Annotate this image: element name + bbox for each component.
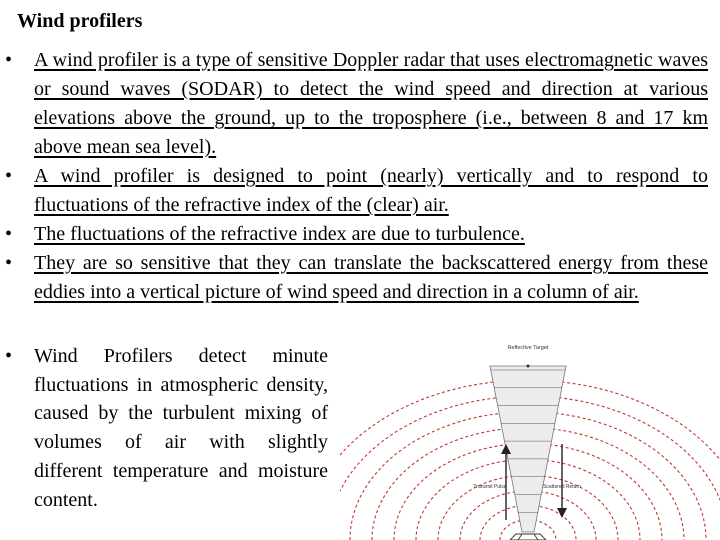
bottom-bullet-text: Wind Profilers detect minute fluctuations in atmospheric density, caused by the turbulent mixing of volumes of air with slightly different temperature and moisture content. <box>34 345 328 511</box>
bullet-icon: • <box>5 345 13 367</box>
bullet-item <box>0 220 708 249</box>
slide-title: Wind profilers <box>17 10 143 32</box>
bullet-item <box>0 249 708 307</box>
bullet-text: They are so sensitive that they can translate the backscattered energy from these eddies into a vertical picture of wind speed and direction in a column of air. <box>34 252 708 303</box>
bullet-list <box>0 46 708 307</box>
bullet-icon: • <box>5 165 13 187</box>
antenna-icon <box>510 534 546 540</box>
bullet-text: The fluctuations of the refractive index are due to turbulence. <box>34 223 525 245</box>
bullet-text: A wind profiler is a type of sensitive Doppler radar that uses electromagnetic waves or sound waves (SODAR) to detect the wind speed and direction at various elevations above the ground, up to the troposphere (i.e., between 8 and 17 km above mean sea level). <box>34 49 708 158</box>
bullet-text: A wind profiler is designed to point (nearly) vertically and to respond to fluctuations of the refractive index of the (clear) air. <box>34 165 708 216</box>
wind-profiler-diagram <box>340 340 720 540</box>
transmit-label: Transmit Pulse <box>473 484 507 490</box>
bullet-item <box>0 162 708 220</box>
beam-cone <box>490 366 566 532</box>
target-label: Reflective Target <box>507 345 549 351</box>
bullet-icon: • <box>5 252 13 274</box>
bullet-icon: • <box>5 49 13 71</box>
beam-outline <box>490 366 566 532</box>
bullet-icon: • <box>5 223 13 245</box>
target-icon <box>527 365 530 368</box>
bullet-item <box>0 46 708 162</box>
bottom-bullet-item <box>0 342 328 514</box>
return-label: Scattered Return <box>543 484 581 490</box>
